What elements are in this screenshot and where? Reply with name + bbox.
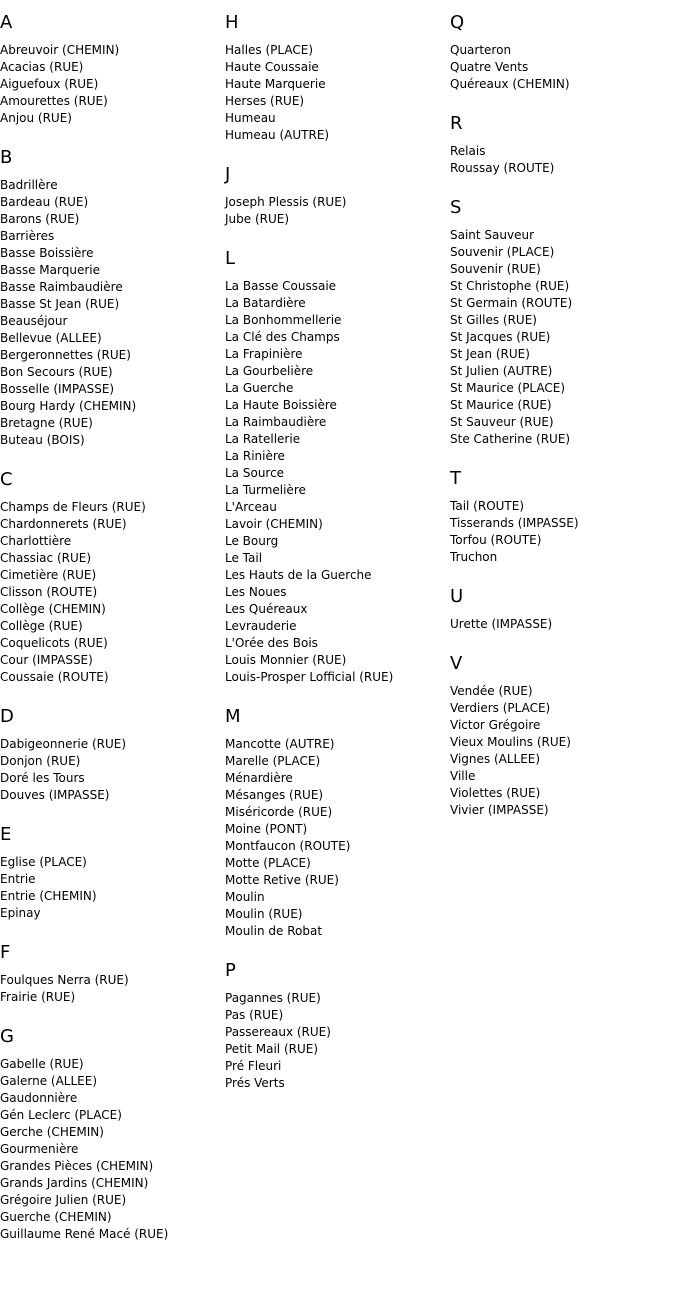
street-item[interactable]: Collège (CHEMIN) [0, 602, 106, 616]
letter-heading: E [0, 824, 12, 845]
street-item[interactable]: Amourettes (RUE) [0, 94, 108, 108]
street-item[interactable]: St Sauveur (RUE) [450, 415, 554, 429]
letter-heading: P [225, 960, 236, 981]
street-list [450, 143, 675, 177]
street-item[interactable]: Gourmenière [0, 1142, 79, 1156]
street-item[interactable]: La Source [225, 466, 285, 480]
street-item[interactable]: Louis-Prosper Lofficial (RUE) [225, 670, 394, 684]
street-item[interactable]: La Gourbelière [225, 364, 314, 378]
street-item[interactable]: Moulin (RUE) [225, 907, 303, 921]
street-item[interactable]: Gabelle (RUE) [0, 1057, 84, 1071]
street-item[interactable]: Joseph Plessis (RUE) [225, 195, 347, 209]
street-item[interactable]: La Batardière [225, 296, 306, 310]
letter-heading: T [450, 468, 461, 489]
street-item[interactable]: Grands Jardins (CHEMIN) [0, 1176, 149, 1190]
letter-group [450, 468, 675, 566]
street-item[interactable]: Bergeronnettes (RUE) [0, 348, 131, 362]
street-item[interactable]: Grandes Pièces (CHEMIN) [0, 1159, 154, 1173]
street-item[interactable]: Bardeau (RUE) [0, 195, 89, 209]
street-item[interactable]: L'Orée des Bois [225, 636, 318, 650]
street-list [0, 736, 225, 804]
street-item[interactable]: Mancotte (AUTRE) [225, 737, 335, 751]
street-item[interactable]: Barons (RUE) [0, 212, 80, 226]
street-item[interactable]: Coquelicots (RUE) [0, 636, 108, 650]
street-index-column-3 [450, 12, 675, 839]
street-item[interactable]: Humeau [225, 111, 276, 125]
street-item[interactable]: Passereaux (RUE) [225, 1025, 331, 1039]
letter-group [450, 653, 675, 819]
street-item[interactable]: La Basse Coussaie [225, 279, 337, 293]
street-item[interactable]: Tail (ROUTE) [450, 499, 525, 513]
letter-heading: G [0, 1026, 14, 1047]
street-item[interactable]: Beauséjour [0, 314, 68, 328]
street-item[interactable]: Acacias (RUE) [0, 60, 84, 74]
street-list [225, 42, 450, 144]
street-item[interactable]: St Maurice (RUE) [450, 398, 552, 412]
street-item[interactable]: Frairie (RUE) [0, 990, 76, 1004]
street-list [0, 972, 225, 1006]
street-item[interactable]: Bourg Hardy (CHEMIN) [0, 399, 137, 413]
street-item[interactable]: Cimetière (RUE) [0, 568, 97, 582]
street-item[interactable]: Le Tail [225, 551, 263, 565]
street-item[interactable]: Donjon (RUE) [0, 754, 81, 768]
letter-group [225, 706, 450, 940]
street-item[interactable]: Eglise (PLACE) [0, 855, 87, 869]
letter-heading: R [450, 113, 463, 134]
street-item[interactable]: Pas (RUE) [225, 1008, 284, 1022]
street-item[interactable]: Halles (PLACE) [225, 43, 314, 57]
letter-group [450, 12, 675, 93]
street-item[interactable]: Galerne (ALLEE) [0, 1074, 98, 1088]
street-item[interactable]: Cour (IMPASSE) [0, 653, 93, 667]
street-item[interactable]: St Maurice (PLACE) [450, 381, 566, 395]
street-list [225, 278, 450, 686]
street-item[interactable]: Quarteron [450, 43, 512, 57]
street-item[interactable]: Herses (RUE) [225, 94, 305, 108]
street-list [0, 499, 225, 686]
street-item[interactable]: Vivier (IMPASSE) [450, 803, 549, 817]
street-item[interactable]: Buteau (BOIS) [0, 433, 85, 447]
street-item[interactable]: Bretagne (RUE) [0, 416, 93, 430]
street-item[interactable]: St Gilles (RUE) [450, 313, 537, 327]
street-list [0, 42, 225, 127]
street-item[interactable]: Doré les Tours [0, 771, 85, 785]
street-item[interactable]: Bosselle (IMPASSE) [0, 382, 115, 396]
street-item[interactable]: Moine (PONT) [225, 822, 308, 836]
street-item[interactable]: Entrie (CHEMIN) [0, 889, 97, 903]
street-item[interactable]: Vieux Moulins (RUE) [450, 735, 571, 749]
street-item[interactable]: Entrie [0, 872, 36, 886]
street-list [225, 736, 450, 940]
letter-heading: J [225, 164, 231, 185]
street-item[interactable]: Vignes (ALLEE) [450, 752, 541, 766]
letter-heading: A [0, 12, 13, 33]
street-item[interactable]: Tisserands (IMPASSE) [450, 516, 579, 530]
street-item[interactable]: Chardonnerets (RUE) [0, 517, 127, 531]
street-list [225, 194, 450, 228]
street-item[interactable]: Motte (PLACE) [225, 856, 311, 870]
street-item[interactable]: Moulin [225, 890, 265, 904]
street-list [0, 854, 225, 922]
street-item[interactable]: Les Quéreaux [225, 602, 308, 616]
street-item[interactable]: Violettes (RUE) [450, 786, 541, 800]
street-item[interactable]: La Raimbaudière [225, 415, 327, 429]
street-item[interactable]: Aiguefoux (RUE) [0, 77, 99, 91]
letter-group [0, 942, 225, 1006]
letter-heading: M [225, 706, 241, 727]
street-item[interactable]: St Jean (RUE) [450, 347, 530, 361]
street-item[interactable]: La Frapinière [225, 347, 303, 361]
street-item[interactable]: Vendée (RUE) [450, 684, 533, 698]
street-item[interactable]: Haute Marquerie [225, 77, 326, 91]
street-item[interactable]: La Bonhommellerie [225, 313, 342, 327]
letter-group [0, 706, 225, 804]
street-item[interactable]: St Germain (ROUTE) [450, 296, 573, 310]
street-item[interactable]: La Turmelière [225, 483, 306, 497]
street-item[interactable]: Coussaie (ROUTE) [0, 670, 109, 684]
letter-group [450, 586, 675, 633]
street-list [450, 616, 675, 633]
street-item[interactable]: Levrauderie [225, 619, 297, 633]
letter-heading: D [0, 706, 14, 727]
street-item[interactable]: Relais [450, 144, 486, 158]
street-item[interactable]: Epinay [0, 906, 41, 920]
street-item[interactable]: La Clé des Champs [225, 330, 340, 344]
street-item[interactable]: Humeau (AUTRE) [225, 128, 330, 142]
street-item[interactable]: Roussay (ROUTE) [450, 161, 555, 175]
street-list [0, 177, 225, 449]
street-item[interactable]: Charlottière [0, 534, 72, 548]
street-item[interactable]: Souvenir (PLACE) [450, 245, 555, 259]
letter-group [225, 248, 450, 686]
street-list [450, 683, 675, 819]
street-item[interactable]: Chassiac (RUE) [0, 551, 92, 565]
street-item[interactable]: St Julien (AUTRE) [450, 364, 553, 378]
street-list [225, 990, 450, 1092]
letter-group [450, 113, 675, 177]
street-item[interactable]: Basse Marquerie [0, 263, 100, 277]
street-item[interactable]: La Guerche [225, 381, 294, 395]
street-item[interactable]: Urette (IMPASSE) [450, 617, 553, 631]
street-item[interactable]: Les Hauts de la Guerche [225, 568, 372, 582]
street-item[interactable]: Abreuvoir (CHEMIN) [0, 43, 120, 57]
street-item[interactable]: Anjou (RUE) [0, 111, 72, 125]
street-item[interactable]: La Haute Boissière [225, 398, 337, 412]
street-item[interactable]: Grégoire Julien (RUE) [0, 1193, 127, 1207]
street-item[interactable]: Douves (IMPASSE) [0, 788, 110, 802]
letter-heading: C [0, 469, 13, 490]
street-item[interactable]: Guerche (CHEMIN) [0, 1210, 112, 1224]
letter-group [0, 824, 225, 922]
street-list [0, 1056, 225, 1243]
street-item[interactable]: St Christophe (RUE) [450, 279, 570, 293]
street-item[interactable]: Ste Catherine (RUE) [450, 432, 571, 446]
street-item[interactable]: Basse Boissière [0, 246, 94, 260]
letter-heading: H [225, 12, 239, 33]
street-item[interactable]: Bon Secours (RUE) [0, 365, 113, 379]
street-item[interactable]: Haute Coussaie [225, 60, 319, 74]
street-index-column-2 [225, 12, 450, 1112]
street-item[interactable]: Basse Raimbaudière [0, 280, 123, 294]
street-list [450, 42, 675, 93]
street-item[interactable]: Saint Sauveur [450, 228, 535, 242]
street-item[interactable]: Montfaucon (ROUTE) [225, 839, 351, 853]
street-item[interactable]: Basse St Jean (RUE) [0, 297, 120, 311]
letter-heading: B [0, 147, 13, 168]
street-item[interactable]: Les Noues [225, 585, 287, 599]
street-item[interactable]: Ville [450, 769, 476, 783]
letter-group [450, 197, 675, 448]
street-item[interactable]: Jube (RUE) [225, 212, 290, 226]
letter-group [225, 12, 450, 144]
street-item[interactable]: Louis Monnier (RUE) [225, 653, 347, 667]
street-item[interactable]: Motte Retive (RUE) [225, 873, 339, 887]
street-item[interactable]: L'Arceau [225, 500, 277, 514]
street-item[interactable]: Gaudonnière [0, 1091, 78, 1105]
street-list [450, 498, 675, 566]
street-item[interactable]: Verdiers (PLACE) [450, 701, 551, 715]
street-item[interactable]: Marelle (PLACE) [225, 754, 321, 768]
street-item[interactable]: Dabigeonnerie (RUE) [0, 737, 127, 751]
street-item[interactable]: Petit Mail (RUE) [225, 1042, 319, 1056]
street-item[interactable]: Moulin de Robat [225, 924, 323, 938]
letter-heading: Q [450, 12, 465, 33]
street-item[interactable]: Quatre Vents [450, 60, 529, 74]
street-item[interactable]: Pagannes (RUE) [225, 991, 321, 1005]
street-item[interactable]: La Rinière [225, 449, 285, 463]
letter-heading: L [225, 248, 236, 269]
street-item[interactable]: Mésanges (RUE) [225, 788, 324, 802]
street-item[interactable]: Souvenir (RUE) [450, 262, 541, 276]
street-item[interactable]: Ménardière [225, 771, 293, 785]
street-item[interactable]: Victor Grégoire [450, 718, 541, 732]
letter-heading: S [450, 197, 462, 218]
street-list [450, 227, 675, 448]
street-item[interactable]: Collège (RUE) [0, 619, 83, 633]
street-item[interactable]: Lavoir (CHEMIN) [225, 517, 323, 531]
street-item[interactable]: Gén Leclerc (PLACE) [0, 1108, 122, 1122]
street-item[interactable]: Badrillère [0, 178, 58, 192]
letter-heading: V [450, 653, 463, 674]
street-item[interactable]: Gerche (CHEMIN) [0, 1125, 104, 1139]
street-item[interactable]: St Jacques (RUE) [450, 330, 551, 344]
street-item[interactable]: Barrières [0, 229, 55, 243]
street-item[interactable]: Torfou (ROUTE) [450, 533, 542, 547]
letter-group [225, 164, 450, 228]
street-item[interactable]: Foulques Nerra (RUE) [0, 973, 129, 987]
street-index-column-1 [0, 12, 225, 1263]
street-item[interactable]: La Ratellerie [225, 432, 301, 446]
street-item[interactable]: Le Bourg [225, 534, 279, 548]
street-item[interactable]: Truchon [450, 550, 498, 564]
street-item[interactable]: Quéreaux (CHEMIN) [450, 77, 570, 91]
letter-group [0, 147, 225, 449]
letter-group [0, 1026, 225, 1243]
street-item[interactable]: Bellevue (ALLEE) [0, 331, 102, 345]
street-item[interactable]: Guillaume René Macé (RUE) [0, 1227, 169, 1241]
street-item[interactable]: Prés Verts [225, 1076, 285, 1090]
street-item[interactable]: Miséricorde (RUE) [225, 805, 333, 819]
letter-group [0, 12, 225, 127]
street-item[interactable]: Champs de Fleurs (RUE) [0, 500, 146, 514]
street-item[interactable]: Pré Fleuri [225, 1059, 282, 1073]
letter-heading: F [0, 942, 11, 963]
letter-group [225, 960, 450, 1092]
letter-heading: U [450, 586, 464, 607]
letter-group [0, 469, 225, 686]
street-item[interactable]: Clisson (ROUTE) [0, 585, 98, 599]
